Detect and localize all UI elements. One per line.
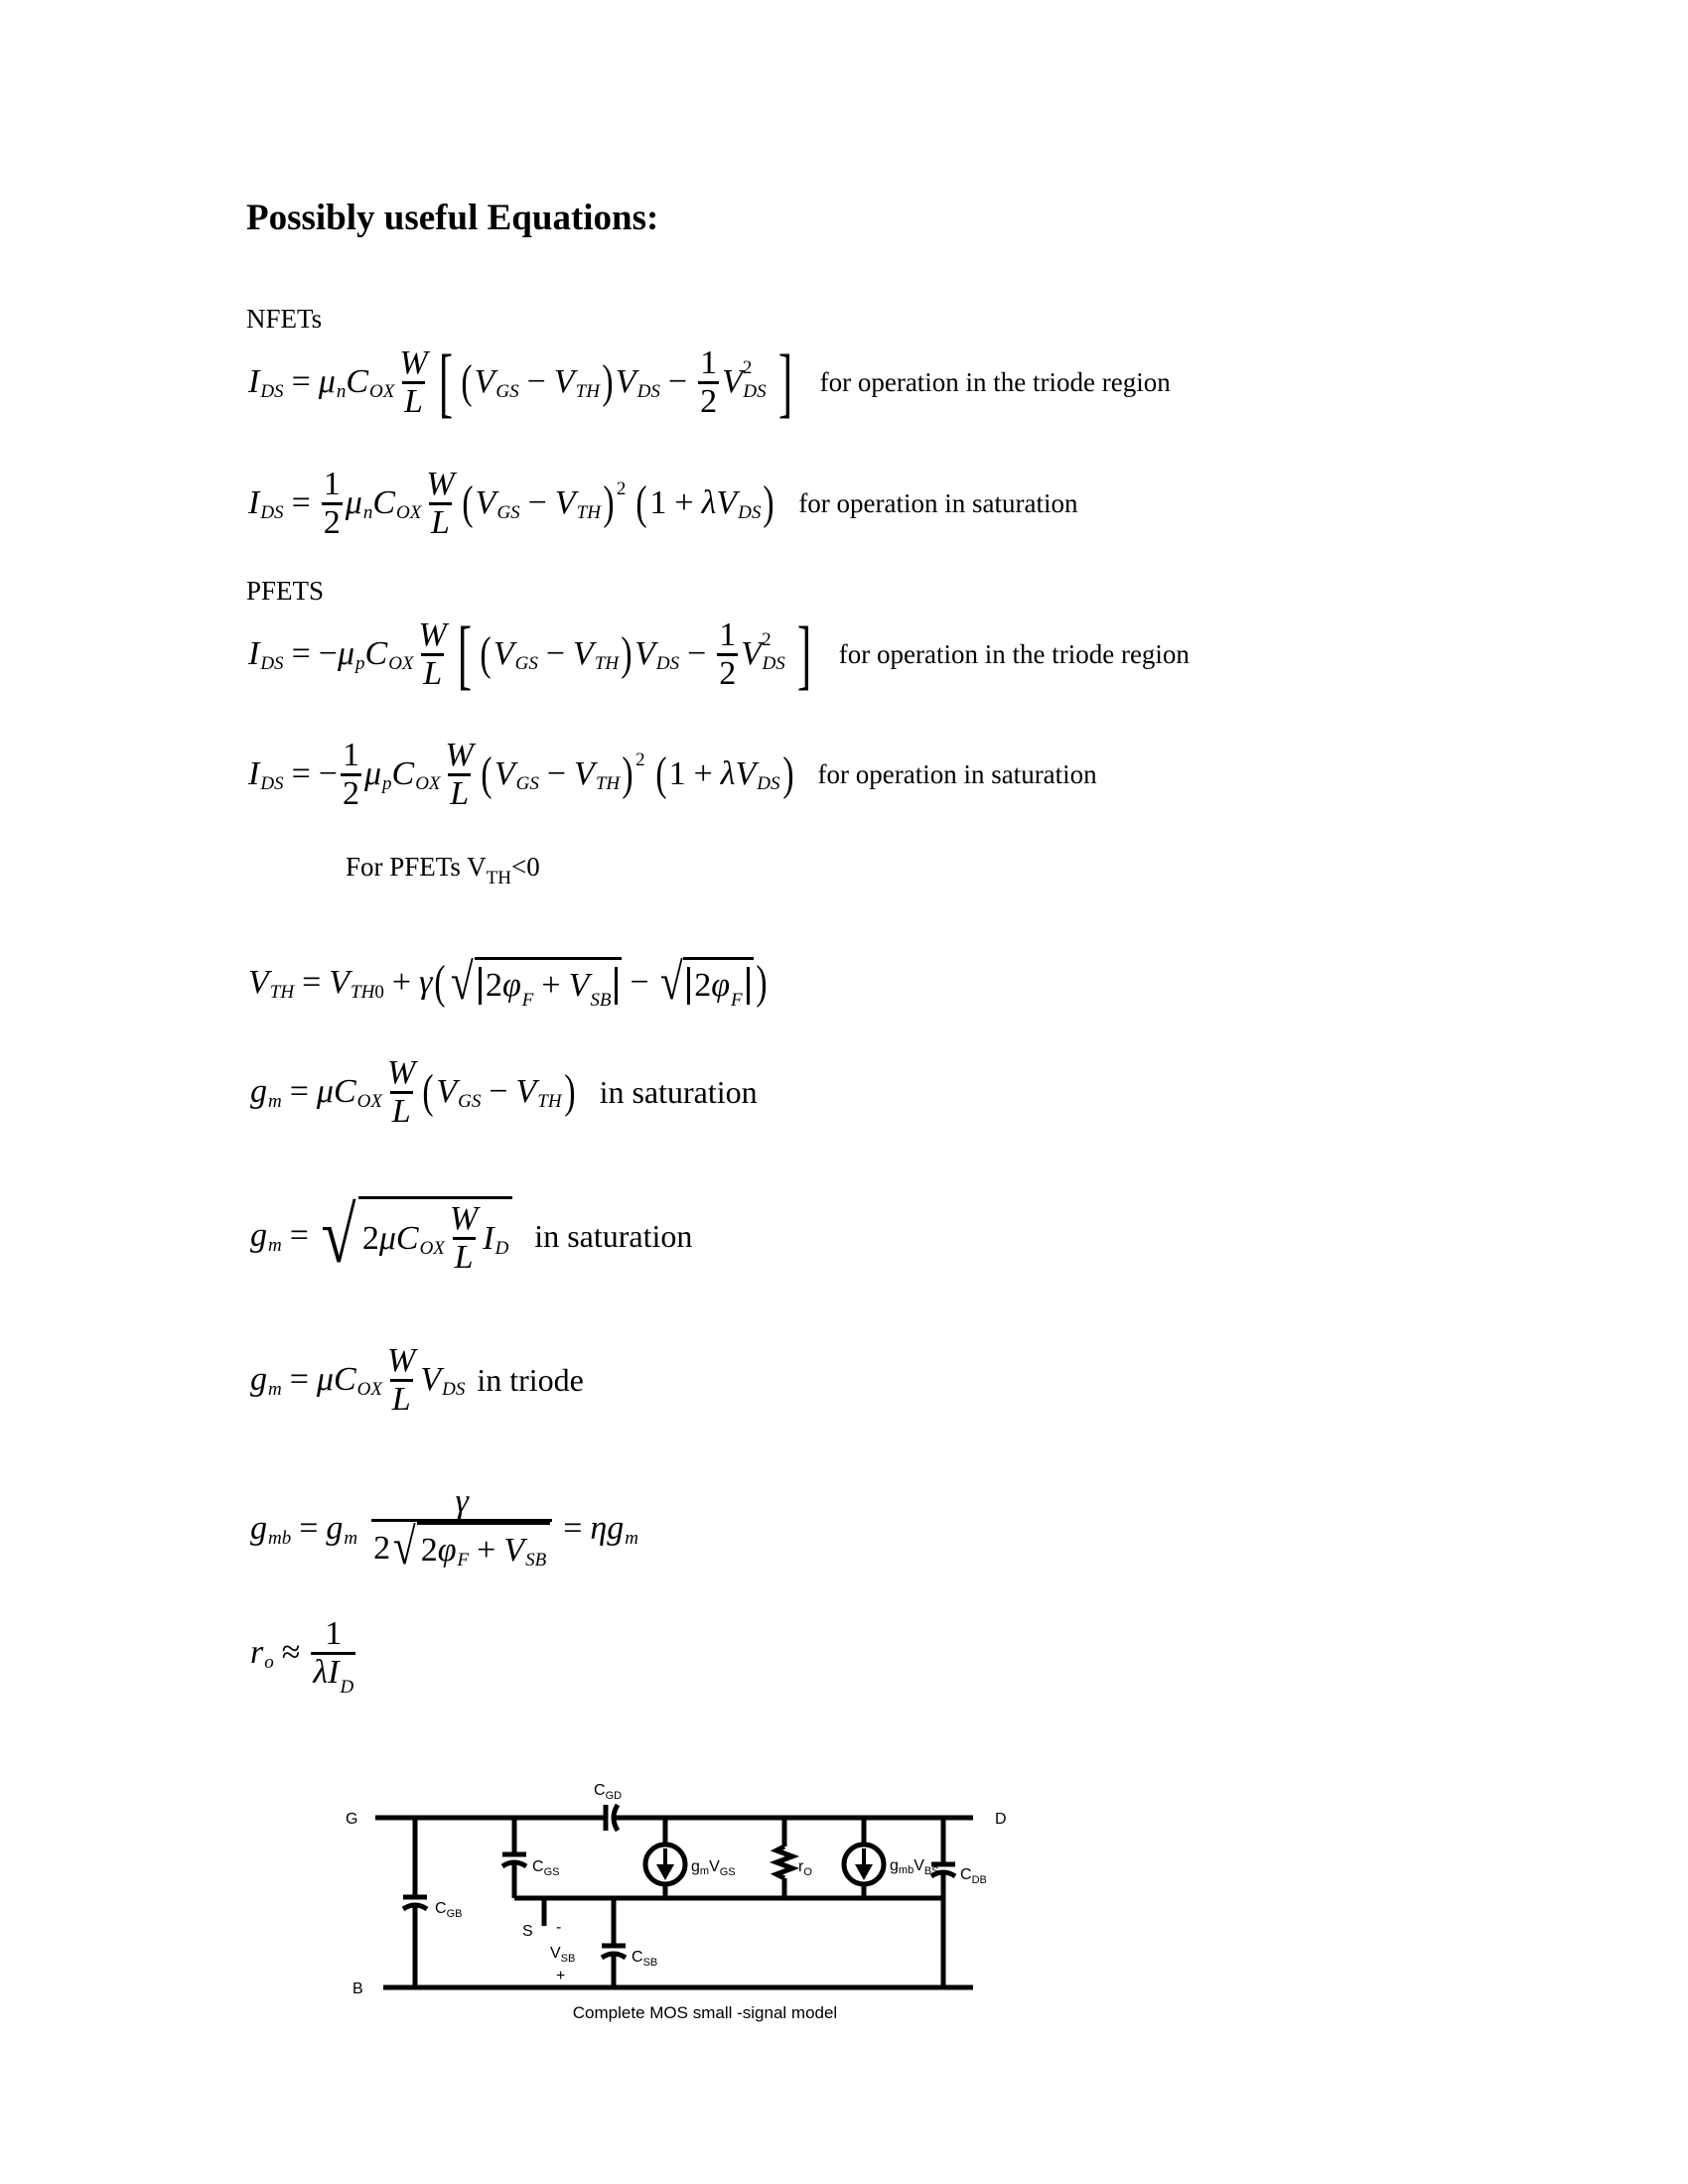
node-label-source: S bbox=[522, 1923, 533, 1940]
label-cdb: $C_{DB}$ bbox=[960, 1866, 987, 1886]
label-gmb-vbs: gmbV$_{BS}$ bbox=[890, 1857, 939, 1877]
equation-pfet-saturation: I DS = − $\frac{1}{2}$ μ p C OX $\frac{W}{L}$ ( V GS − V TH ) 2 ( 1 + λV DS ) for operation in saturation bbox=[248, 736, 1097, 812]
label-in-saturation: in saturation bbox=[534, 1217, 693, 1254]
label-gm-vgs: gmV$_{GS}$ bbox=[691, 1858, 736, 1878]
label-saturation: for operation in saturation bbox=[798, 487, 1078, 518]
equation-nfet-triode: I DS = μ n C OX $\frac{W}{L}$ [ ( V GS − V TH ) V DS − $\frac{1}{2}$ V 2 DS ] for operation in the triode region bbox=[248, 339, 1171, 425]
mos-small-signal-model-diagram bbox=[338, 1767, 1072, 1995]
label-cgs: $C_{GS}$ bbox=[532, 1858, 560, 1878]
label-in-triode: in triode bbox=[477, 1361, 584, 1398]
label-ro: $r_O$ bbox=[798, 1858, 812, 1878]
equation-gm-saturation-overdrive: g m = μC OX $\frac{W}{L}$ ( V GS − V TH ) in saturation bbox=[250, 1053, 758, 1130]
node-label-bulk: B bbox=[352, 1980, 363, 1995]
label-triode-region: for operation in the triode region bbox=[819, 366, 1171, 397]
page-title: Possibly useful Equations: bbox=[246, 198, 659, 238]
label-triode-region: for operation in the triode region bbox=[838, 638, 1190, 669]
section-heading-pfets: PFETS bbox=[246, 576, 325, 606]
pfet-threshold-note: For PFETs $V_{TH}<0$ bbox=[346, 852, 540, 888]
vsb-minus-sign: - bbox=[556, 1919, 562, 1936]
equation-gm-triode: g m = μC OX $\frac{W}{L}$ V DS in triode bbox=[250, 1341, 584, 1418]
node-label-gate: G bbox=[346, 1811, 358, 1828]
vsb-plus-sign: + bbox=[556, 1968, 566, 1984]
equation-ro: r o ≈ $\frac{1}{\lambda I_D}$ bbox=[250, 1614, 354, 1698]
circuit-caption: Complete MOS small -signal model bbox=[572, 2003, 838, 2022]
equation-gm-saturation-current: g m = √ 2 μC OX $\frac{W}{L}$ I D in saturation bbox=[250, 1192, 693, 1280]
section-heading-nfets: NFETs bbox=[246, 304, 323, 334]
equation-pfet-triode: I DS = − μ p C OX $\frac{W}{L}$ [ ( V GS − V TH ) V DS − $\frac{1}{2}$ V 2 DS ] for operation in the triode region bbox=[248, 611, 1190, 697]
label-csb: $C_{SB}$ bbox=[632, 1949, 658, 1969]
equation-nfet-saturation: I DS = $\frac{1}{2}$ μ n C OX $\frac{W}{L}$ ( V GS − V TH ) 2 ( 1 + λV DS ) for operation in saturation bbox=[248, 465, 1078, 541]
label-cgb: $C_{GB}$ bbox=[435, 1900, 463, 1920]
equation-vth-body-effect: V TH = V TH0 + γ ( √ $2\varphi_F + V_{SB}$ − √ $2\varphi_F$ ) bbox=[248, 954, 768, 1011]
equation-gmb: g mb = g m γ 2 √ 2 φ F + V SB = ηg m bbox=[250, 1482, 638, 1576]
label-saturation: for operation in saturation bbox=[817, 758, 1097, 789]
label-cgd: $C_{GD}$ bbox=[594, 1782, 623, 1802]
label-vsb: $V_{SB}$ bbox=[550, 1945, 576, 1965]
label-in-saturation: in saturation bbox=[599, 1073, 758, 1110]
node-label-drain: D bbox=[995, 1811, 1007, 1828]
